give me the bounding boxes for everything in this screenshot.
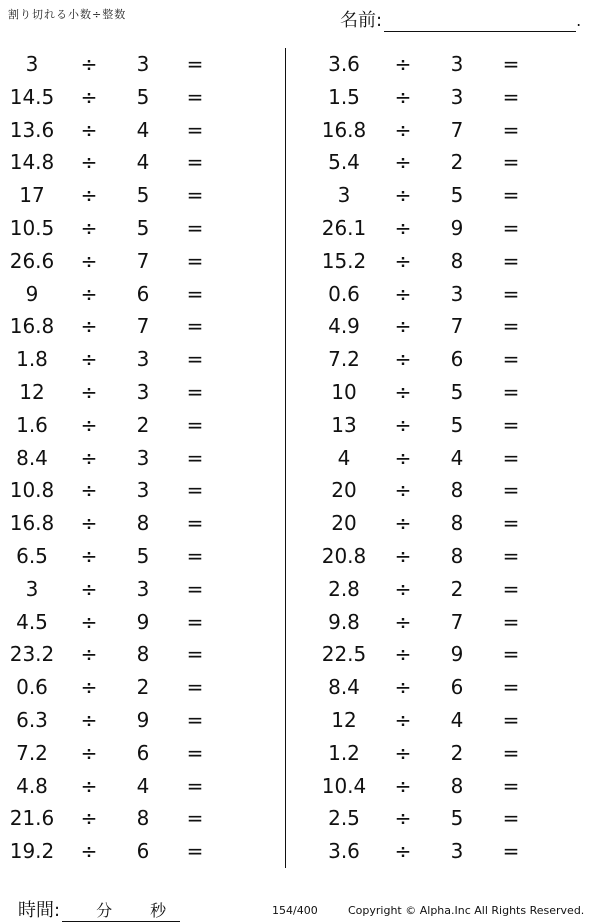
equals-sign: = [502, 347, 520, 372]
equals-sign: = [502, 543, 520, 568]
dividend: 10 [331, 379, 357, 404]
name-underline[interactable] [384, 13, 576, 32]
divisor: 3 [136, 347, 150, 372]
problem-row [0, 606, 285, 639]
division-sign: ÷ [394, 183, 412, 208]
equals-sign: = [186, 412, 204, 437]
divisor: 8 [450, 248, 464, 273]
dividend: 1.5 [328, 84, 360, 109]
divisor: 2 [136, 675, 150, 700]
problem-row [300, 474, 585, 507]
problem-row [300, 671, 585, 704]
divisor: 2 [450, 150, 464, 175]
divisor: 7 [450, 609, 464, 634]
equals-sign: = [502, 576, 520, 601]
equals-sign: = [186, 150, 204, 175]
division-sign: ÷ [80, 543, 98, 568]
equals-sign: = [502, 445, 520, 470]
equals-sign: = [502, 707, 520, 732]
divisor: 8 [450, 773, 464, 798]
equals-sign: = [186, 314, 204, 339]
divisor: 5 [136, 215, 150, 240]
column-divider [285, 48, 286, 868]
dividend: 6.3 [16, 707, 48, 732]
problem-row [0, 474, 285, 507]
division-sign: ÷ [80, 445, 98, 470]
division-sign: ÷ [80, 379, 98, 404]
dividend: 10.4 [321, 773, 367, 798]
equals-sign: = [502, 314, 520, 339]
problem-row [0, 48, 285, 81]
problem-row [300, 81, 585, 114]
dividend: 5.4 [328, 150, 360, 175]
equals-sign: = [186, 215, 204, 240]
equals-sign: = [502, 150, 520, 175]
dividend: 4.5 [16, 609, 48, 634]
divisor: 5 [450, 806, 464, 831]
equals-sign: = [502, 52, 520, 76]
division-sign: ÷ [394, 347, 412, 372]
dividend: 26.6 [9, 248, 55, 273]
divisor: 9 [450, 215, 464, 240]
divisor: 5 [136, 183, 150, 208]
equals-sign: = [186, 740, 204, 765]
dividend: 16.8 [9, 511, 55, 536]
problem-row [0, 278, 285, 311]
divisor: 2 [450, 740, 464, 765]
problem-row [300, 737, 585, 770]
division-sign: ÷ [394, 117, 412, 142]
dividend: 17 [19, 183, 45, 208]
dividend: 19.2 [9, 839, 55, 864]
equals-sign: = [186, 52, 204, 76]
divisor: 3 [136, 445, 150, 470]
problem-row [300, 606, 585, 639]
division-sign: ÷ [394, 543, 412, 568]
name-label: 名前: [340, 10, 383, 31]
divisor: 5 [450, 379, 464, 404]
problem-row [0, 770, 285, 803]
divisor: 5 [136, 543, 150, 568]
divisor: 8 [450, 543, 464, 568]
equals-sign: = [502, 642, 520, 667]
equals-sign: = [186, 281, 204, 306]
worksheet-title: 割り切れる小数÷整数 [8, 8, 127, 21]
problem-row [0, 81, 285, 114]
equals-sign: = [502, 248, 520, 273]
equals-sign: = [186, 511, 204, 536]
problem-row [0, 146, 285, 179]
divisor: 8 [136, 511, 150, 536]
division-sign: ÷ [80, 412, 98, 437]
problem-row [0, 835, 285, 868]
dividend: 16.8 [9, 314, 55, 339]
divisor: 6 [136, 281, 150, 306]
dividend: 3 [25, 52, 39, 76]
dividend: 14.5 [9, 84, 55, 109]
dividend: 20 [331, 511, 357, 536]
problem-row [300, 409, 585, 442]
minutes-unit: 分 [96, 901, 113, 920]
division-sign: ÷ [80, 84, 98, 109]
divisor: 5 [450, 412, 464, 437]
problem-row [300, 507, 585, 540]
equals-sign: = [186, 117, 204, 142]
equals-sign: = [186, 478, 204, 503]
dividend: 26.1 [321, 215, 367, 240]
name-field[interactable] [340, 6, 581, 32]
divisor: 8 [450, 478, 464, 503]
dividend: 2.5 [328, 806, 360, 831]
dividend: 8.4 [328, 675, 360, 700]
equals-sign: = [502, 183, 520, 208]
division-sign: ÷ [394, 675, 412, 700]
problem-row [0, 638, 285, 671]
problem-row [300, 835, 585, 868]
equals-sign: = [502, 379, 520, 404]
problem-row [0, 343, 285, 376]
divisor: 6 [136, 839, 150, 864]
division-sign: ÷ [80, 248, 98, 273]
dividend: 1.8 [16, 347, 48, 372]
dividend: 20 [331, 478, 357, 503]
divisor: 9 [136, 707, 150, 732]
division-sign: ÷ [80, 806, 98, 831]
page-number: 154/400 [272, 904, 318, 917]
divisor: 9 [136, 609, 150, 634]
division-sign: ÷ [394, 52, 412, 76]
divisor: 3 [136, 52, 150, 76]
problem-row [0, 540, 285, 573]
equals-sign: = [502, 609, 520, 634]
divisor: 7 [136, 248, 150, 273]
equals-sign: = [502, 675, 520, 700]
dividend: 0.6 [328, 281, 360, 306]
dividend: 7.2 [328, 347, 360, 372]
problem-row [300, 278, 585, 311]
dividend: 10.5 [9, 215, 55, 240]
problem-row [300, 48, 585, 81]
division-sign: ÷ [394, 314, 412, 339]
divisor: 7 [136, 314, 150, 339]
problem-row [0, 442, 285, 475]
dividend: 2.8 [328, 576, 360, 601]
equals-sign: = [186, 84, 204, 109]
problem-row [300, 245, 585, 278]
problem-row [0, 507, 285, 540]
division-sign: ÷ [394, 707, 412, 732]
division-sign: ÷ [394, 84, 412, 109]
problem-row [0, 409, 285, 442]
dividend: 12 [331, 707, 357, 732]
divisor: 6 [136, 740, 150, 765]
division-sign: ÷ [80, 52, 98, 76]
division-sign: ÷ [80, 740, 98, 765]
equals-sign: = [502, 511, 520, 536]
divisor: 3 [136, 379, 150, 404]
dividend: 7.2 [16, 740, 48, 765]
equals-sign: = [502, 117, 520, 142]
dividend: 16.8 [321, 117, 367, 142]
division-sign: ÷ [80, 117, 98, 142]
dividend: 3 [337, 183, 351, 208]
equals-sign: = [186, 576, 204, 601]
division-sign: ÷ [394, 642, 412, 667]
equals-sign: = [186, 445, 204, 470]
dividend: 20.8 [321, 543, 367, 568]
division-sign: ÷ [394, 248, 412, 273]
division-sign: ÷ [394, 576, 412, 601]
divisor: 5 [136, 84, 150, 109]
division-sign: ÷ [80, 707, 98, 732]
equals-sign: = [186, 806, 204, 831]
division-sign: ÷ [80, 675, 98, 700]
problem-row [300, 310, 585, 343]
equals-sign: = [502, 773, 520, 798]
divisor: 2 [136, 412, 150, 437]
dividend: 15.2 [321, 248, 367, 273]
problem-row [0, 671, 285, 704]
dividend: 9.8 [328, 609, 360, 634]
divisor: 3 [450, 84, 464, 109]
divisor: 4 [136, 150, 150, 175]
division-sign: ÷ [394, 839, 412, 864]
divisor: 3 [450, 839, 464, 864]
equals-sign: = [186, 675, 204, 700]
equals-sign: = [502, 740, 520, 765]
dividend: 13 [331, 412, 357, 437]
problem-row [0, 212, 285, 245]
division-sign: ÷ [80, 478, 98, 503]
dividend: 3.6 [328, 52, 360, 76]
dividend: 4.9 [328, 314, 360, 339]
problem-row [0, 310, 285, 343]
problem-row [0, 114, 285, 147]
divisor: 9 [450, 642, 464, 667]
copyright-notice: Copyright © Alpha.Inc All Rights Reserved. [348, 904, 585, 917]
problem-row [300, 212, 585, 245]
problem-row [300, 146, 585, 179]
division-sign: ÷ [80, 609, 98, 634]
division-sign: ÷ [394, 281, 412, 306]
division-sign: ÷ [80, 281, 98, 306]
problem-row [300, 704, 585, 737]
equals-sign: = [186, 609, 204, 634]
problem-row [0, 376, 285, 409]
equals-sign: = [186, 183, 204, 208]
time-underline[interactable] [62, 903, 180, 922]
equals-sign: = [502, 839, 520, 864]
division-sign: ÷ [394, 773, 412, 798]
dividend: 12 [19, 379, 45, 404]
divisor: 3 [450, 281, 464, 306]
equals-sign: = [186, 248, 204, 273]
division-sign: ÷ [394, 445, 412, 470]
dividend: 8.4 [16, 445, 48, 470]
divisor: 5 [450, 183, 464, 208]
divisor: 4 [450, 445, 464, 470]
divisor: 8 [136, 806, 150, 831]
divisor: 7 [450, 314, 464, 339]
division-sign: ÷ [80, 183, 98, 208]
seconds-unit: 秒 [150, 901, 167, 920]
equals-sign: = [502, 412, 520, 437]
dividend: 9 [25, 281, 39, 306]
problem-row [0, 704, 285, 737]
problem-row [300, 540, 585, 573]
division-sign: ÷ [394, 806, 412, 831]
dividend: 21.6 [9, 806, 55, 831]
dividend: 22.5 [321, 642, 367, 667]
division-sign: ÷ [80, 347, 98, 372]
equals-sign: = [186, 543, 204, 568]
division-sign: ÷ [394, 379, 412, 404]
division-sign: ÷ [394, 609, 412, 634]
problem-row [300, 638, 585, 671]
dividend: 4 [337, 445, 351, 470]
right-problem-column [300, 48, 585, 868]
equals-sign: = [502, 84, 520, 109]
time-label: 時間: [18, 900, 61, 921]
dividend: 14.8 [9, 150, 55, 175]
divisor: 3 [136, 576, 150, 601]
division-sign: ÷ [80, 511, 98, 536]
time-field[interactable] [18, 896, 180, 922]
dividend: 1.6 [16, 412, 48, 437]
division-sign: ÷ [80, 215, 98, 240]
divisor: 4 [136, 773, 150, 798]
division-sign: ÷ [80, 150, 98, 175]
equals-sign: = [186, 839, 204, 864]
divisor: 7 [450, 117, 464, 142]
equals-sign: = [502, 478, 520, 503]
dividend: 23.2 [9, 642, 55, 667]
divisor: 6 [450, 347, 464, 372]
divisor: 8 [450, 511, 464, 536]
division-sign: ÷ [394, 740, 412, 765]
division-sign: ÷ [80, 642, 98, 667]
problem-row [300, 770, 585, 803]
left-problem-column [0, 48, 285, 868]
division-sign: ÷ [394, 412, 412, 437]
division-sign: ÷ [394, 511, 412, 536]
equals-sign: = [502, 281, 520, 306]
problem-row [0, 179, 285, 212]
equals-sign: = [186, 642, 204, 667]
equals-sign: = [186, 347, 204, 372]
problem-row [0, 737, 285, 770]
dividend: 3 [25, 576, 39, 601]
problem-row [0, 245, 285, 278]
divisor: 6 [450, 675, 464, 700]
dividend: 0.6 [16, 675, 48, 700]
division-sign: ÷ [394, 215, 412, 240]
problem-row [300, 179, 585, 212]
division-sign: ÷ [80, 773, 98, 798]
division-sign: ÷ [80, 839, 98, 864]
problem-row [300, 802, 585, 835]
equals-sign: = [502, 806, 520, 831]
divisor: 3 [136, 478, 150, 503]
divisor: 3 [450, 52, 464, 76]
dividend: 6.5 [16, 543, 48, 568]
dividend: 10.8 [9, 478, 55, 503]
problem-row [300, 573, 585, 606]
division-sign: ÷ [80, 576, 98, 601]
problem-row [0, 573, 285, 606]
division-sign: ÷ [394, 478, 412, 503]
divisor: 2 [450, 576, 464, 601]
equals-sign: = [186, 707, 204, 732]
dividend: 4.8 [16, 773, 48, 798]
division-sign: ÷ [80, 314, 98, 339]
equals-sign: = [186, 379, 204, 404]
dividend: 13.6 [9, 117, 55, 142]
division-sign: ÷ [394, 150, 412, 175]
dividend: 1.2 [328, 740, 360, 765]
problem-row [300, 376, 585, 409]
divisor: 4 [450, 707, 464, 732]
name-end-mark: . [576, 11, 582, 30]
equals-sign: = [186, 773, 204, 798]
problem-row [300, 343, 585, 376]
problem-row [0, 802, 285, 835]
problem-row [300, 114, 585, 147]
problem-row [300, 442, 585, 475]
divisor: 8 [136, 642, 150, 667]
equals-sign: = [502, 215, 520, 240]
dividend: 3.6 [328, 839, 360, 864]
divisor: 4 [136, 117, 150, 142]
